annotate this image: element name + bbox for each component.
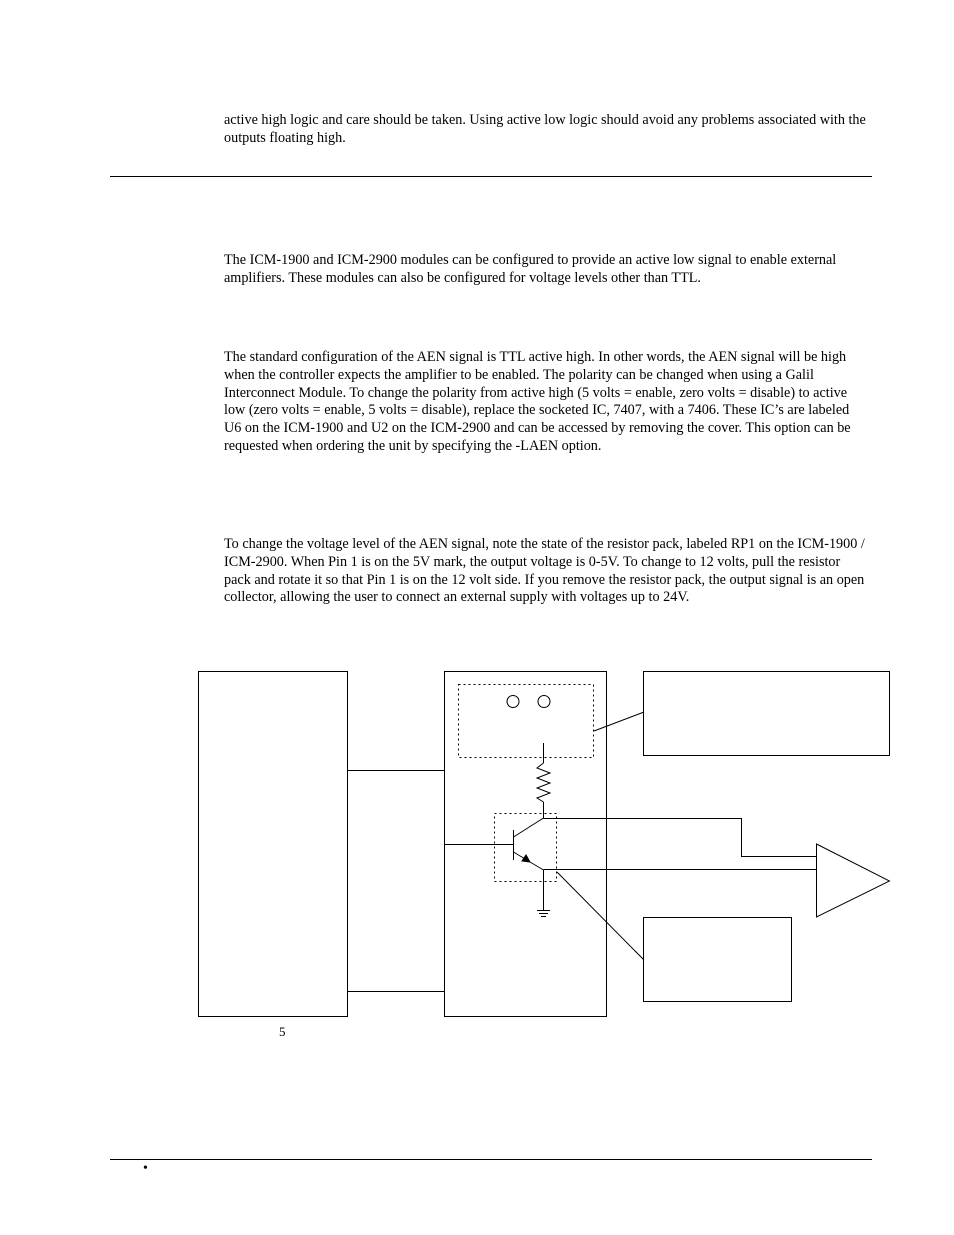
paragraph-voltage-level: To change the voltage level of the AEN signal, note the state of the resistor pack, labeled RP1 on the ICM-1900 / ICM-2900. When Pin 1 is on the 5V mark, the output voltage is 0-5V. To change to 12 volts, pull the resistor pack and rotate it so that Pin 1 is on the 12 volt side. If you remove the resistor pack, the output signal is an open collector, allowing the user to connect an external supply with voltages up to 24V. bbox=[224, 536, 865, 606]
resistor-note-box bbox=[644, 672, 890, 756]
leader-line-bottom bbox=[557, 872, 644, 960]
transistor-note-box bbox=[644, 918, 792, 1002]
leader-line-top bbox=[594, 712, 644, 731]
resistor-pack-box bbox=[459, 685, 594, 758]
ground-icon bbox=[537, 911, 550, 917]
resistor-icon bbox=[537, 763, 550, 802]
paragraph-icm-overview: The ICM-1900 and ICM-2900 modules can be configured to provide an active low signal to enable external amplifiers. These modules can also be configured for voltage levels other than TTL. bbox=[224, 252, 837, 286]
amplifier-icon bbox=[817, 844, 890, 917]
footer-bullet: • bbox=[143, 1161, 148, 1176]
transistor-box bbox=[495, 814, 557, 882]
emitter-arrow-icon bbox=[522, 855, 530, 862]
paragraph-intro-continued: active high logic and care should be taken. Using active low logic should avoid any problems associated with the outputs floating high. bbox=[224, 112, 866, 146]
output-wire-top bbox=[544, 819, 817, 857]
pin-12v-icon bbox=[538, 696, 550, 708]
paragraph-polarity: The standard configuration of the AEN signal is TTL active high. In other words, the AEN signal will be high when the controller expects the amplifier to be enabled. The polarity can be changed when using a Galil Interconnect Module. To change the polarity from active high (5 volts = enable, zero volts = disable) to active low (zero volts = enable, 5 volts = disable), replace the socketed IC, 7407, with a 7406. These IC’s are labeled U6 on the ICM-1900 and U2 on the ICM-2900 and can be accessed by removing the cover. This option can be requested when ordering the unit by specifying the -LAEN option. bbox=[224, 349, 851, 454]
figure-number: 5 bbox=[279, 1024, 286, 1039]
footer-rule bbox=[110, 1159, 872, 1160]
pin-5v-icon bbox=[507, 696, 519, 708]
controller-block bbox=[199, 672, 348, 1017]
